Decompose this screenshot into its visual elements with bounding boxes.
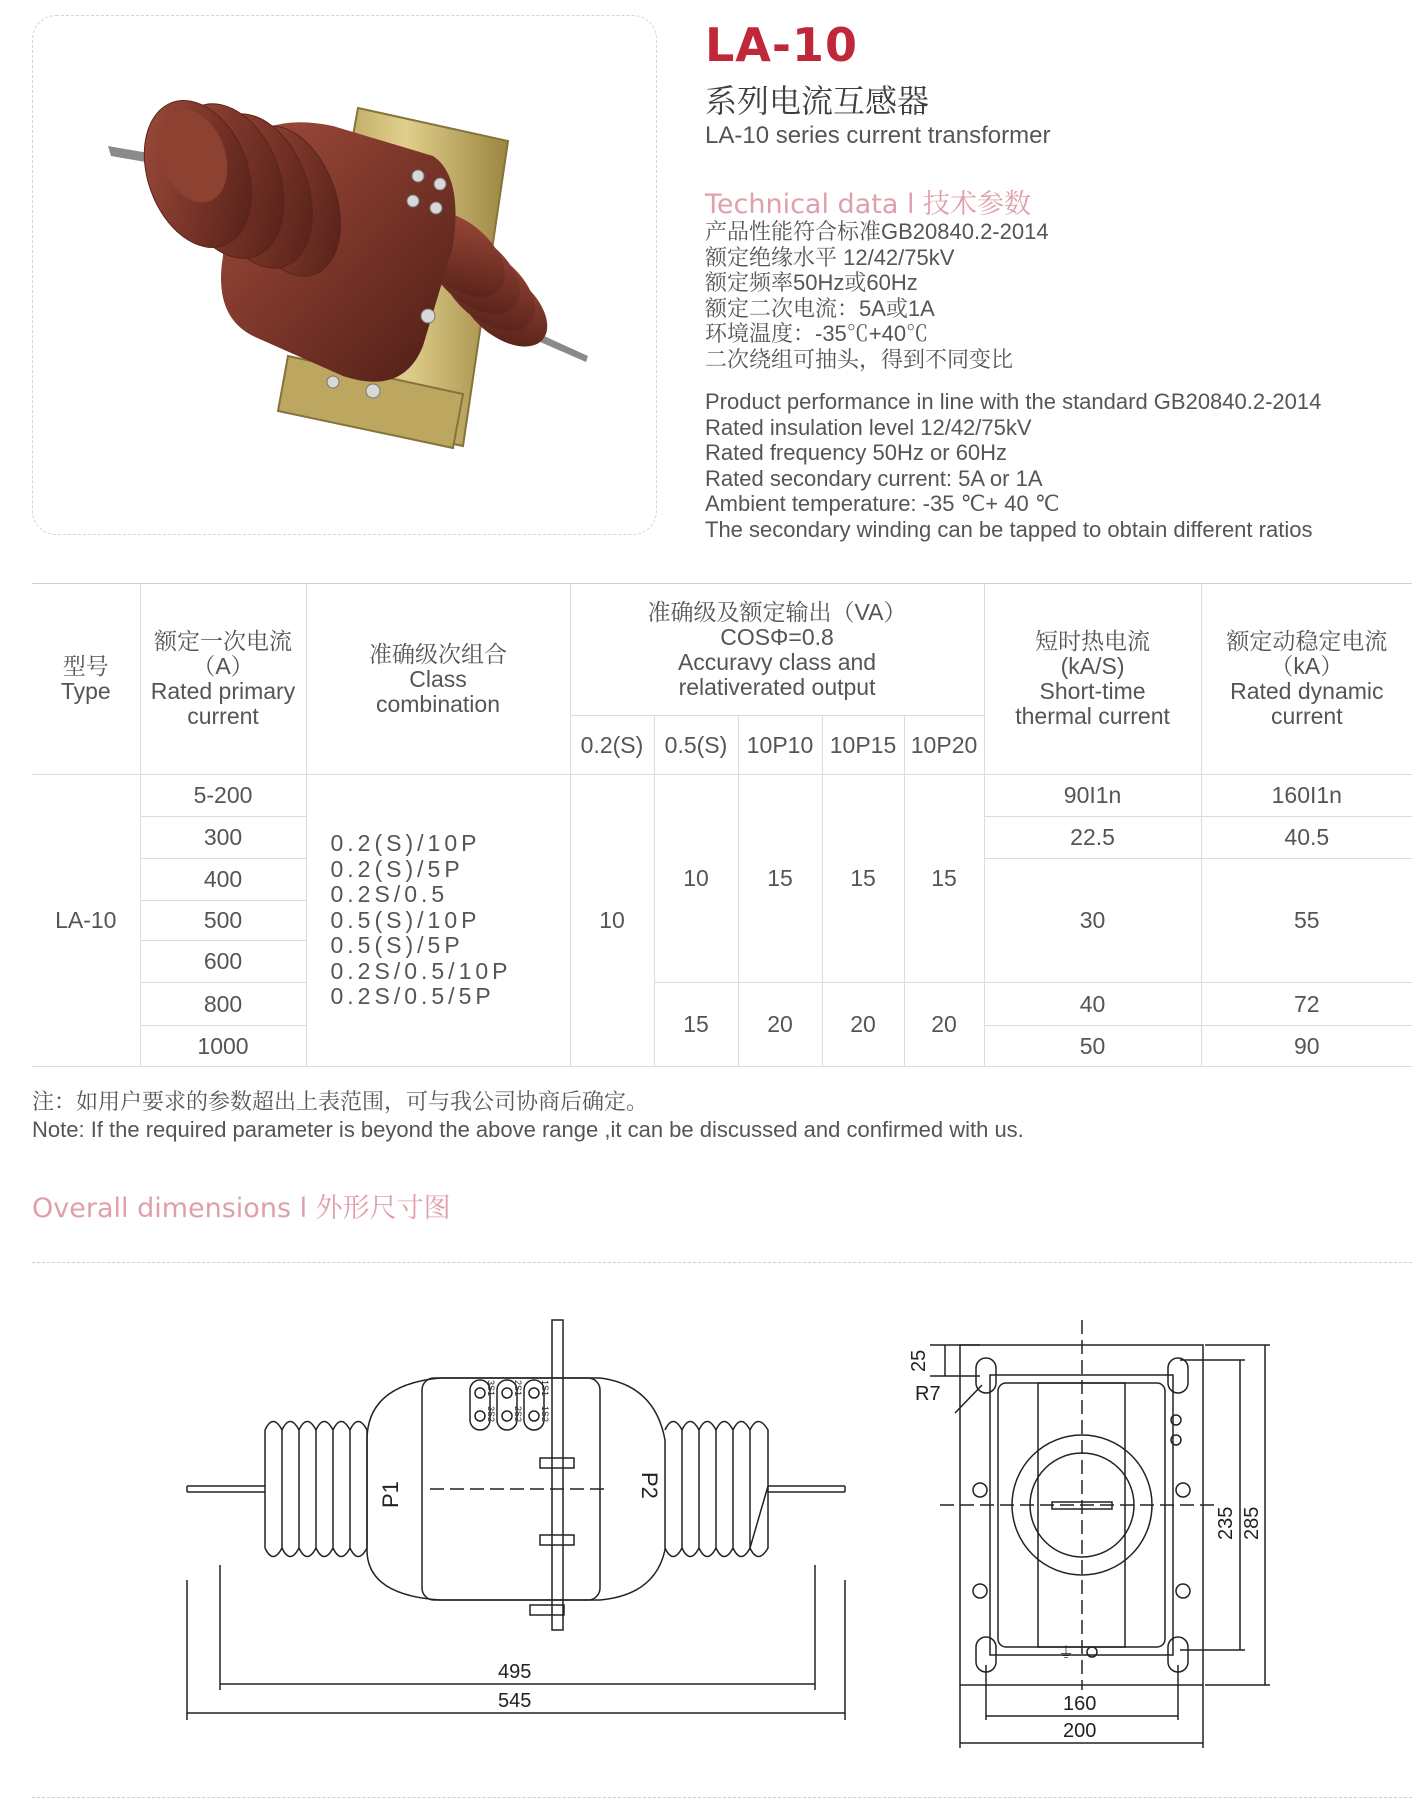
terminal-label-p2: P2 <box>637 1472 662 1499</box>
subheader-cell: 10P15 <box>822 716 904 775</box>
primary-current-cell: 1000 <box>140 1026 306 1067</box>
dim-label: 545 <box>498 1690 532 1712</box>
output-cell: 20 <box>822 983 904 1067</box>
dim-label: 235 <box>1215 1506 1237 1540</box>
dynamic-cell: 90 <box>1201 1026 1412 1067</box>
subheader-cell: 10P10 <box>738 716 822 775</box>
output-cell: 20 <box>738 983 822 1067</box>
dim-label: 495 <box>498 1661 532 1683</box>
output-cell: 20 <box>904 983 984 1067</box>
primary-current-cell: 500 <box>140 901 306 941</box>
spec-line: 额定绝缘水平 12/42/75kV <box>705 244 955 270</box>
spec-line: 产品性能符合标准GB20840.2-2014 <box>705 219 1049 244</box>
header-output: 准确级及额定输出（VA） COSΦ=0.8 Accuravy class and relativerated output <box>570 584 984 716</box>
thermal-cell: 30 <box>984 859 1201 983</box>
spec-line: Rated secondary current: 5A or 1A <box>705 465 1043 491</box>
dimension-drawing <box>0 1280 1417 1800</box>
dim-label: R7 <box>915 1383 941 1405</box>
spec-line: The secondary winding can be tapped to obtain different ratios <box>705 516 1313 542</box>
technical-data-heading: Technical data l 技术参数 <box>705 189 1032 220</box>
dynamic-cell: 72 <box>1201 983 1412 1026</box>
class-combinations-cell: 0.2(S)/10P 0.2(S)/5P 0.2S/0.5 0.5(S)/10P 0.5(S)/5P 0.2S/0.5/10P 0.2S/0.5/5P <box>306 775 570 1067</box>
thermal-cell: 40 <box>984 983 1201 1026</box>
dim-label: 25 <box>908 1349 930 1372</box>
note-chinese: 注：如用户要求的参数超出上表范围，可与我公司协商后确定。 <box>32 1089 649 1114</box>
thermal-cell: 50 <box>984 1026 1201 1067</box>
dim-label: 160 <box>1063 1693 1097 1715</box>
subheader-cell: 10P20 <box>904 716 984 775</box>
ground-symbol-icon: ⏚ <box>1058 1645 1075 1662</box>
dynamic-cell: 40.5 <box>1201 817 1412 859</box>
terminal-label: 3S2 <box>486 1406 496 1423</box>
dim-label: 285 <box>1241 1506 1263 1540</box>
spec-line: 二次绕组可抽头，得到不同变比 <box>705 346 1014 372</box>
terminal-label: 1S2 <box>540 1406 550 1423</box>
output-cell: 15 <box>654 983 738 1067</box>
type-cell: LA-10 <box>32 775 140 1067</box>
terminal-label: 2S1 <box>513 1380 523 1397</box>
header-primary-current: 额定一次电流 （A） Rated primary current <box>140 584 306 775</box>
parameter-table <box>32 583 1412 1067</box>
title-english: LA-10 series current transformer <box>705 122 1051 149</box>
product-photo <box>33 16 658 536</box>
product-photo-frame <box>32 15 657 535</box>
spec-line: 额定二次电流：5A或1A <box>705 295 935 321</box>
dynamic-cell: 55 <box>1201 859 1412 983</box>
output-cell: 15 <box>822 775 904 983</box>
output-cell: 10 <box>654 775 738 983</box>
spec-line: Rated insulation level 12/42/75kV <box>705 414 1032 440</box>
dynamic-cell: 160I1n <box>1201 775 1412 817</box>
spec-line: Product performance in line with the standard GB20840.2-2014 <box>705 389 1322 414</box>
primary-current-cell: 5-200 <box>140 775 306 817</box>
model-title: LA-10 <box>705 18 859 72</box>
title-chinese: 系列电流互感器 <box>705 82 930 120</box>
thermal-cell: 22.5 <box>984 817 1201 859</box>
output-cell: 15 <box>904 775 984 983</box>
primary-current-cell: 400 <box>140 859 306 901</box>
primary-current-cell: 600 <box>140 941 306 983</box>
subheader-cell: 0.2(S) <box>570 716 654 775</box>
subheader-cell: 0.5(S) <box>654 716 738 775</box>
primary-current-cell: 800 <box>140 983 306 1026</box>
header-thermal-current: 短时热电流 (kA/S) Short-time thermal current <box>984 584 1201 775</box>
dim-label: 200 <box>1063 1720 1097 1742</box>
terminal-label: 1S1 <box>540 1380 550 1397</box>
thermal-cell: 90I1n <box>984 775 1201 817</box>
spec-line: 环境温度：-35℃+40℃ <box>705 321 929 346</box>
output-cell: 15 <box>738 775 822 983</box>
spec-list-cn <box>705 219 1049 372</box>
header-type: 型号 Type <box>32 584 140 775</box>
primary-current-cell: 300 <box>140 817 306 859</box>
spec-list-en <box>705 389 1321 542</box>
terminal-label: 2S2 <box>513 1406 523 1423</box>
header-dynamic-current: 额定动稳定电流 （kA） Rated dynamic current <box>1201 584 1412 775</box>
note-english: Note: If the required parameter is beyond the above range ,it can be discussed and confirmed with us. <box>32 1117 1024 1142</box>
dimensions-heading: Overall dimensions l 外形尺寸图 <box>32 1193 451 1224</box>
terminal-label: 3S1 <box>486 1380 496 1397</box>
header-class-combination: 准确级次组合 Class combination <box>306 584 570 775</box>
spec-line: 额定频率50Hz或60Hz <box>705 270 918 295</box>
spec-line: Ambient temperature: -35 ℃+ 40 ℃ <box>705 491 1060 516</box>
divider <box>32 1262 1412 1263</box>
terminal-label-p1: P1 <box>378 1481 403 1508</box>
output-02s-cell: 10 <box>570 775 654 1067</box>
spec-line: Rated frequency 50Hz or 60Hz <box>705 440 1008 465</box>
